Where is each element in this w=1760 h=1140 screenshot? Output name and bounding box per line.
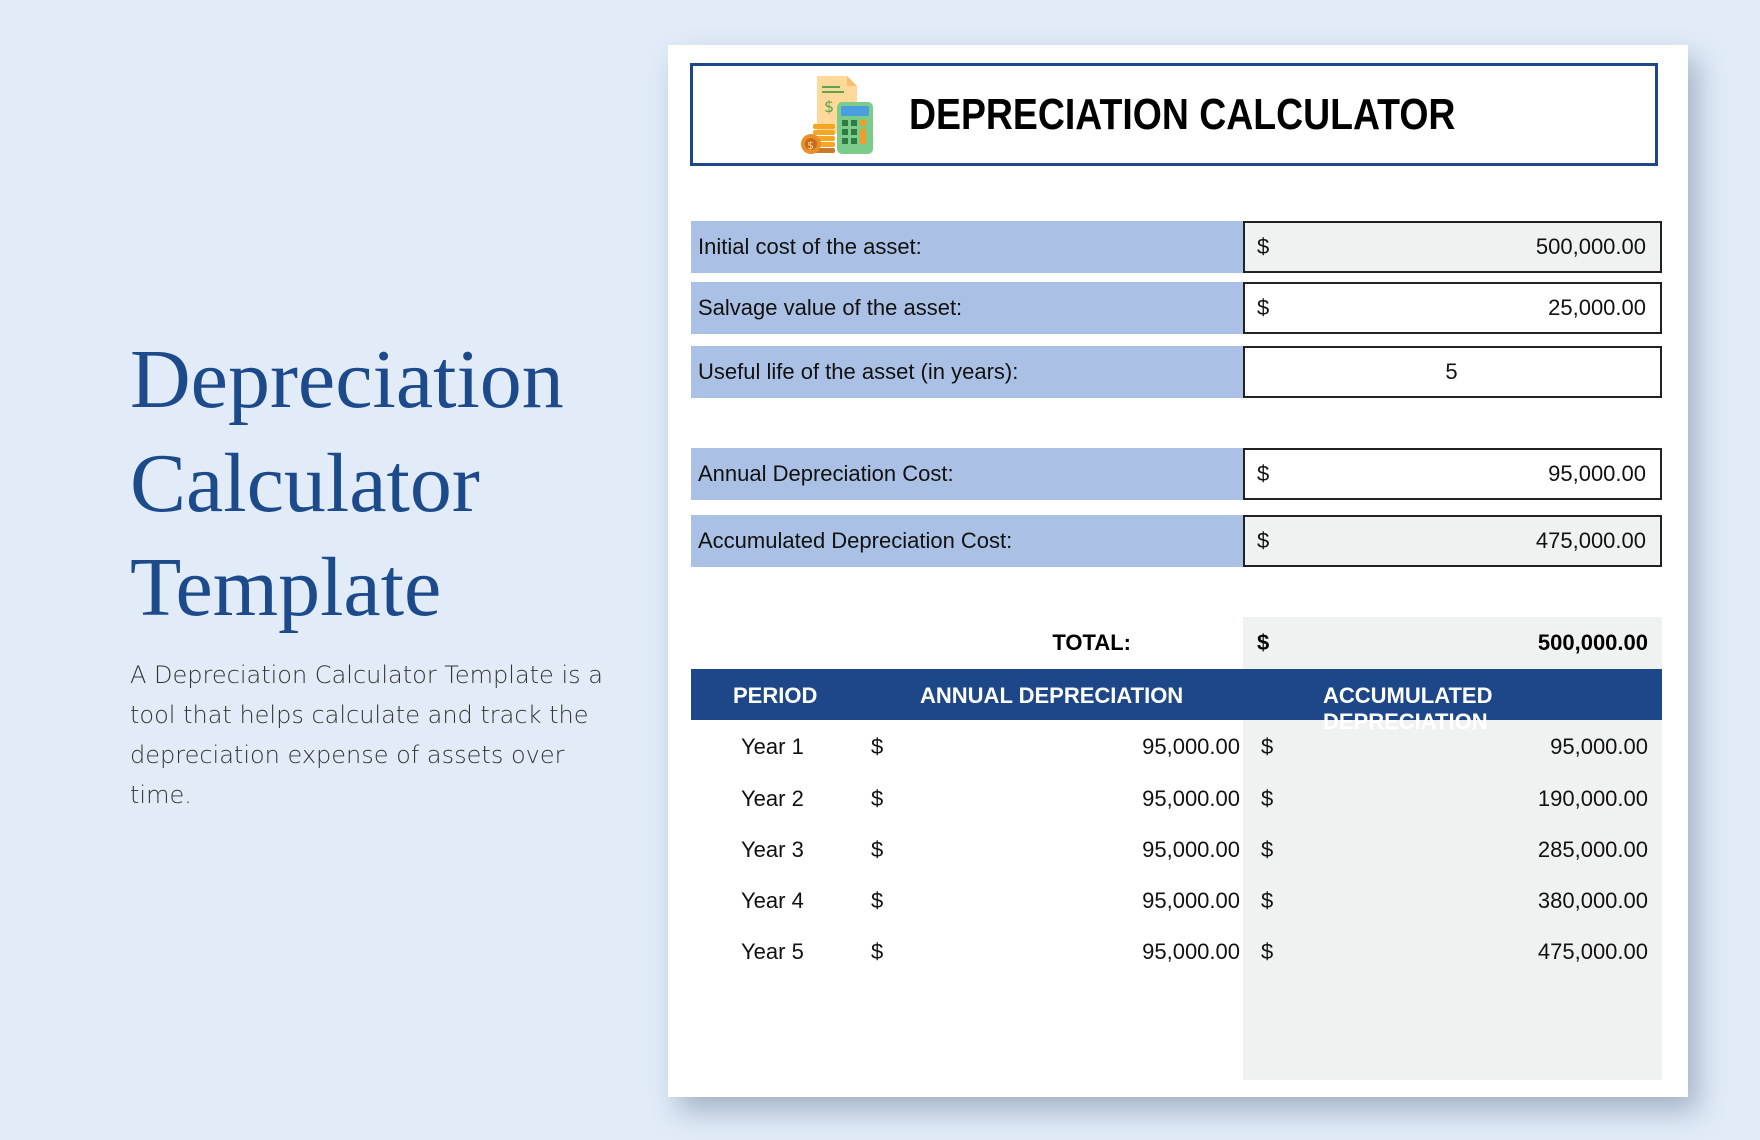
period: Year 1 (741, 734, 804, 759)
input-row-salvage-value (691, 282, 1662, 334)
accumulated-depreciation: 285,000.00 (1537, 837, 1648, 862)
header-annual-depreciation: ANNUAL DEPRECIATION (920, 683, 1184, 708)
input-row-useful-life (691, 346, 1662, 398)
period: Year 3 (741, 837, 804, 862)
period: Year 4 (741, 888, 804, 913)
field-value: 95,000.00 (1548, 461, 1646, 486)
input-label: Initial cost of the asset: (691, 221, 1243, 273)
currency-symbol: $ (1257, 234, 1270, 259)
annual-depreciation: 95,000.00 (1142, 939, 1240, 964)
currency-symbol: $ (1257, 528, 1270, 553)
table-row (691, 880, 1662, 920)
accumulated-depreciation: 380,000.00 (1537, 888, 1648, 913)
currency-symbol: $ (1257, 630, 1270, 655)
currency-symbol: $ (871, 837, 884, 862)
currency-symbol: $ (871, 734, 884, 759)
annual-depreciation-value (1243, 448, 1662, 500)
hero-title-line-3: Template (130, 541, 442, 634)
table-header (691, 669, 1662, 734)
table-row (691, 726, 1662, 766)
annual-depreciation: 95,000.00 (1142, 734, 1240, 759)
total-label: TOTAL: (1052, 630, 1131, 655)
currency-symbol: $ (1261, 939, 1274, 964)
result-row-accumulated-depreciation (691, 515, 1662, 567)
input-label: Salvage value of the asset: (691, 282, 1243, 334)
header-period: PERIOD (733, 683, 818, 708)
field-value: 25,000.00 (1548, 295, 1646, 320)
salvage-value-field[interactable] (1243, 282, 1662, 334)
period: Year 2 (741, 786, 804, 811)
result-label: Annual Depreciation Cost: (691, 448, 1243, 500)
table-row (691, 829, 1662, 869)
table-row (691, 778, 1662, 818)
field-value: 500,000.00 (1535, 234, 1646, 259)
hero-description: A Depreciation Calculator Template is a tool that helps calculate and track the depreciation expense of assets over time. (130, 661, 603, 809)
currency-symbol: $ (871, 939, 884, 964)
calculator-header (690, 63, 1658, 166)
svg-text:$: $ (823, 96, 834, 116)
input-label: Useful life of the asset (in years): (691, 346, 1243, 398)
total-amount: 500,000.00 (1537, 630, 1648, 655)
calculator-invoice-coins-icon (797, 74, 879, 156)
input-row-initial-cost (691, 221, 1662, 273)
annual-depreciation: 95,000.00 (1142, 786, 1240, 811)
currency-symbol: $ (871, 786, 884, 811)
currency-symbol: $ (1261, 786, 1274, 811)
currency-symbol: $ (1257, 461, 1270, 486)
accumulated-depreciation: 475,000.00 (1537, 939, 1648, 964)
svg-text:$: $ (806, 138, 814, 152)
hero-title-line-1: Depreciation (130, 333, 564, 426)
currency-symbol: $ (1257, 295, 1270, 320)
accumulated-depreciation: 95,000.00 (1550, 734, 1648, 759)
header-accumulated-depreciation: ACCUMULATED DEPRECIATION (1323, 683, 1493, 734)
currency-symbol: $ (1261, 837, 1274, 862)
annual-depreciation: 95,000.00 (1142, 837, 1240, 862)
calculator-title: DEPRECIATION CALCULATOR (908, 89, 1456, 139)
total-value (1243, 617, 1662, 669)
useful-life-field[interactable] (1243, 346, 1662, 398)
accumulated-depreciation: 190,000.00 (1537, 786, 1648, 811)
initial-cost-field[interactable] (1243, 221, 1662, 273)
period: Year 5 (741, 939, 804, 964)
hero-title (130, 328, 564, 640)
total-row (691, 617, 1662, 669)
accumulated-depreciation-value (1243, 515, 1662, 567)
result-label: Accumulated Depreciation Cost: (691, 515, 1243, 567)
field-value: 5 (1445, 359, 1458, 384)
table-row (691, 931, 1662, 971)
field-value: 475,000.00 (1535, 528, 1646, 553)
result-row-annual-depreciation (691, 448, 1662, 500)
hero-title-line-2: Calculator (130, 437, 480, 530)
currency-symbol: $ (871, 888, 884, 913)
annual-depreciation: 95,000.00 (1142, 888, 1240, 913)
currency-symbol: $ (1261, 888, 1274, 913)
currency-symbol: $ (1261, 734, 1274, 759)
calculator-sheet (668, 45, 1688, 1097)
